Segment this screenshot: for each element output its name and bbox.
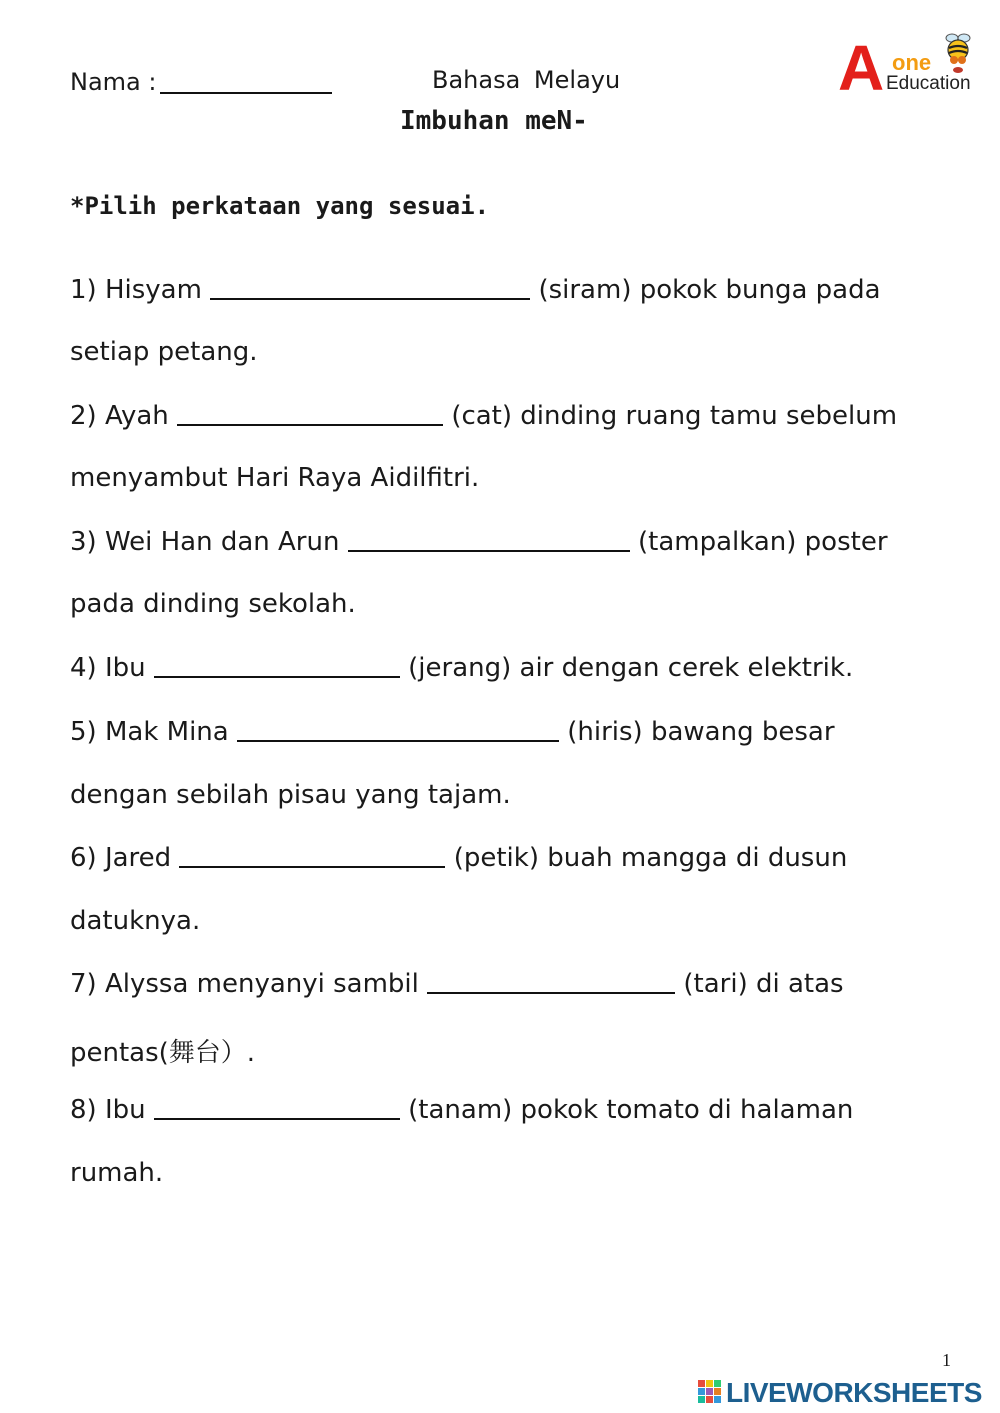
question-4-answer-blank[interactable] <box>154 652 400 678</box>
question-1-continuation: setiap petang. <box>70 337 258 367</box>
page-number: 1 <box>942 1350 951 1370</box>
question-5 <box>70 716 835 747</box>
question-6 <box>70 842 847 873</box>
question-8-rest: (tanam) pokok tomato di halaman <box>408 1095 854 1125</box>
question-2-prompt: 2) Ayah <box>70 401 169 431</box>
liveworksheets-icon <box>698 1380 722 1404</box>
question-1-rest: (siram) pokok bunga pada <box>538 275 881 305</box>
question-8 <box>70 1094 853 1125</box>
question-6-answer-blank[interactable] <box>179 842 445 868</box>
question-8-prompt: 8) Ibu <box>70 1095 146 1125</box>
question-3-continuation: pada dinding sekolah. <box>70 589 356 619</box>
question-3-prompt: 3) Wei Han dan Arun <box>70 527 340 557</box>
question-3 <box>70 526 888 557</box>
name-field <box>70 66 332 96</box>
question-5-continuation: dengan sebilah pisau yang tajam. <box>70 780 511 810</box>
question-7-rest: (tari) di atas <box>683 969 844 999</box>
question-2-answer-blank[interactable] <box>177 400 443 426</box>
logo-letter: A <box>838 32 885 104</box>
question-6-rest: (petik) buah mangga di dusun <box>453 843 848 873</box>
question-7-continuation: pentas(舞台）. <box>70 1038 256 1068</box>
liveworksheets-wordmark: LIVEWORKSHEETS <box>726 1377 982 1408</box>
worksheet-title: Imbuhan meN- <box>400 106 588 136</box>
question-5-prompt: 5) Mak Mina <box>70 717 229 747</box>
question-8-continuation: rumah. <box>70 1158 164 1188</box>
name-blank[interactable] <box>160 66 332 94</box>
question-2-rest: (cat) dinding ruang tamu sebelum <box>451 401 898 431</box>
question-4-rest: (jerang) air dengan cerek elektrik. <box>408 653 854 683</box>
question-5-answer-blank[interactable] <box>237 716 559 742</box>
bee-icon <box>938 30 978 76</box>
question-6-continuation: datuknya. <box>70 906 201 936</box>
question-7-answer-blank[interactable] <box>427 968 675 994</box>
logo-education: Education <box>886 73 971 94</box>
question-7 <box>70 968 844 999</box>
question-2 <box>70 400 897 431</box>
question-3-rest: (tampalkan) poster <box>638 527 888 557</box>
question-3-answer-blank[interactable] <box>348 526 630 552</box>
question-8-answer-blank[interactable] <box>154 1094 400 1120</box>
question-6-prompt: 6) Jared <box>70 843 172 873</box>
question-4-prompt: 4) Ibu <box>70 653 146 683</box>
question-4 <box>70 652 853 683</box>
name-label: Nama : <box>70 68 157 96</box>
question-1 <box>70 274 881 305</box>
question-2-continuation: menyambut Hari Raya Aidilfitri. <box>70 463 480 493</box>
instruction-text: *Pilih perkataan yang sesuai. <box>70 192 490 220</box>
question-5-rest: (hiris) bawang besar <box>567 717 835 747</box>
question-1-answer-blank[interactable] <box>210 274 530 300</box>
question-7-prompt: 7) Alyssa menyanyi sambil <box>70 969 419 999</box>
aone-education-logo <box>838 30 978 104</box>
subject-label: Bahasa Melayu <box>432 66 621 94</box>
logo-one: one <box>892 50 932 75</box>
question-1-prompt: 1) Hisyam <box>70 275 202 305</box>
